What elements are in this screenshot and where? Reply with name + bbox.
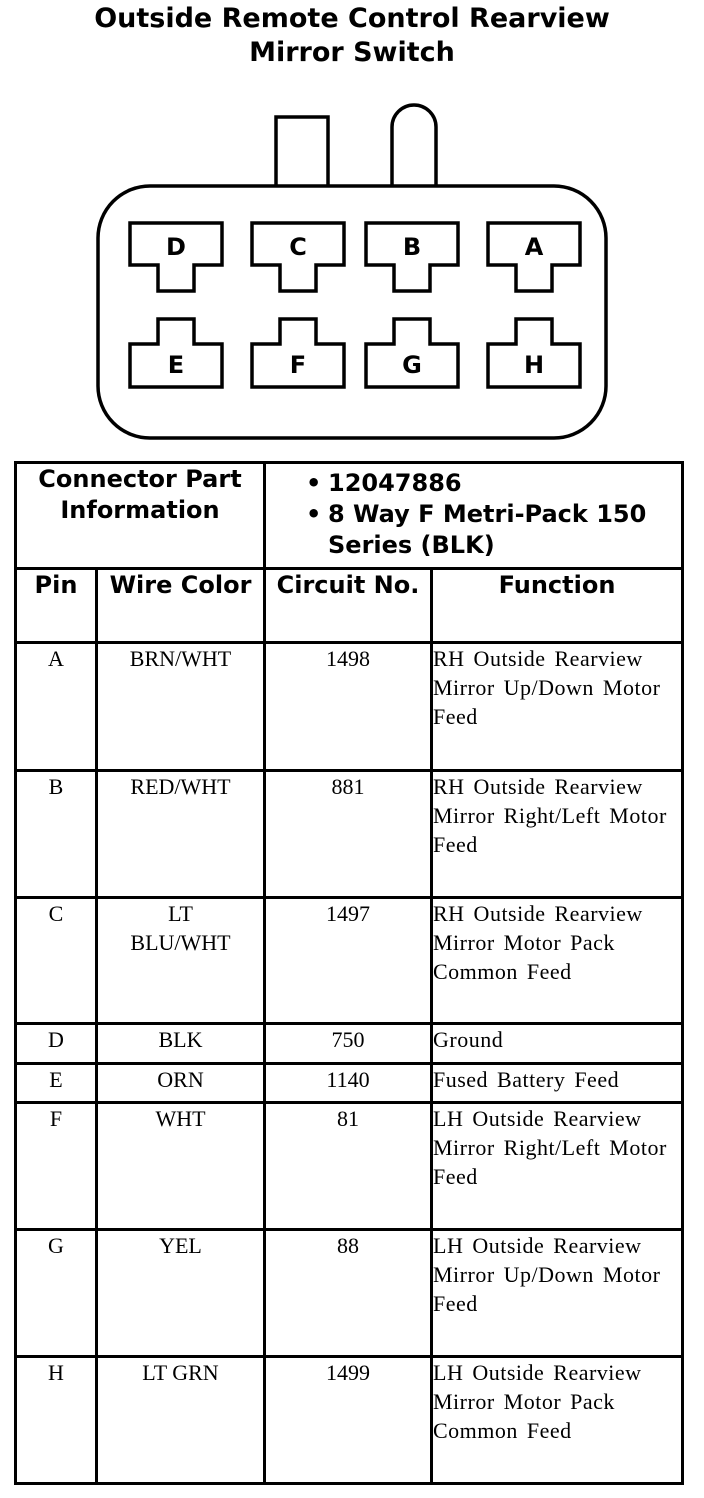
wire-color-cell: RED/WHT <box>97 771 265 898</box>
connector-tab-square <box>276 117 328 189</box>
pin-cell: D <box>16 1024 97 1064</box>
function-cell: Fused Battery Feed <box>432 1064 683 1103</box>
table-row <box>16 771 683 898</box>
wire-color-cell: BLK <box>97 1024 265 1064</box>
cavity-label-c: C <box>289 233 307 261</box>
pin-cell: F <box>16 1103 97 1230</box>
table-row <box>16 643 683 771</box>
connector-part-info-label: Connector Part Information <box>16 463 265 569</box>
wire-color-cell: LT GRN <box>97 1357 265 1484</box>
wire-color-cell: BRN/WHT <box>97 643 265 771</box>
circuit-cell: 1499 <box>265 1357 432 1484</box>
connector-part-info-values <box>265 463 683 569</box>
pin-cell: G <box>16 1230 97 1357</box>
table-row <box>16 898 683 1024</box>
header-circuit-no: Circuit No. <box>265 569 432 643</box>
function-cell: LH Outside Rearview Mirror Motor Pack Common Feed <box>432 1357 683 1484</box>
wire-color-cell: LT BLU/WHT <box>97 898 265 1024</box>
table-row <box>16 1230 683 1357</box>
title-line-1: Outside Remote Control Rearview <box>94 3 610 34</box>
cavity-label-d: D <box>166 233 186 261</box>
pin-cell: B <box>16 771 97 898</box>
function-cell: LH Outside Rearview Mirror Up/Down Motor Feed <box>432 1230 683 1357</box>
function-cell: RH Outside Rearview Mirror Motor Pack Common Feed <box>432 898 683 1024</box>
circuit-cell: 1498 <box>265 643 432 771</box>
table-row <box>16 1024 683 1064</box>
connector-part-number: • 12047886 <box>306 468 681 499</box>
cavity-label-b: B <box>402 233 422 261</box>
table-row <box>16 1357 683 1484</box>
cavity-label-e: E <box>167 351 185 379</box>
pin-cell: E <box>16 1064 97 1103</box>
circuit-cell: 1140 <box>265 1064 432 1103</box>
connector-info-row <box>16 463 683 569</box>
connector-face-diagram <box>0 90 704 455</box>
wire-color-cell: YEL <box>97 1230 265 1357</box>
function-cell: RH Outside Rearview Mirror Right/Left Motor Feed <box>432 771 683 898</box>
connector-part-type: • 8 Way F Metri-Pack 150 Series (BLK) <box>306 499 681 561</box>
connector-tab-rounded <box>392 105 436 189</box>
table-row <box>16 1064 683 1103</box>
circuit-cell: 88 <box>265 1230 432 1357</box>
wire-color-cell: WHT <box>97 1103 265 1230</box>
circuit-cell: 81 <box>265 1103 432 1230</box>
header-function: Function <box>432 569 683 643</box>
pin-cell: C <box>16 898 97 1024</box>
cavity-label-h: H <box>523 351 545 379</box>
header-pin: Pin <box>16 569 97 643</box>
pin-cell: H <box>16 1357 97 1484</box>
column-header-row <box>16 569 683 643</box>
circuit-cell: 881 <box>265 771 432 898</box>
function-cell: RH Outside Rearview Mirror Up/Down Motor Feed <box>432 643 683 771</box>
title-line-2: Mirror Switch <box>249 37 455 68</box>
wire-color-cell: ORN <box>97 1064 265 1103</box>
function-cell: Ground <box>432 1024 683 1064</box>
header-wire-color: Wire Color <box>97 569 265 643</box>
cavity-label-f: F <box>289 351 307 379</box>
function-cell: LH Outside Rearview Mirror Right/Left Motor Feed <box>432 1103 683 1230</box>
table-row <box>16 1103 683 1230</box>
pinout-table <box>14 461 684 1485</box>
pin-cell: A <box>16 643 97 771</box>
circuit-cell: 750 <box>265 1024 432 1064</box>
circuit-cell: 1497 <box>265 898 432 1024</box>
cavity-label-g: G <box>402 351 422 379</box>
cavity-label-a: A <box>524 233 544 261</box>
